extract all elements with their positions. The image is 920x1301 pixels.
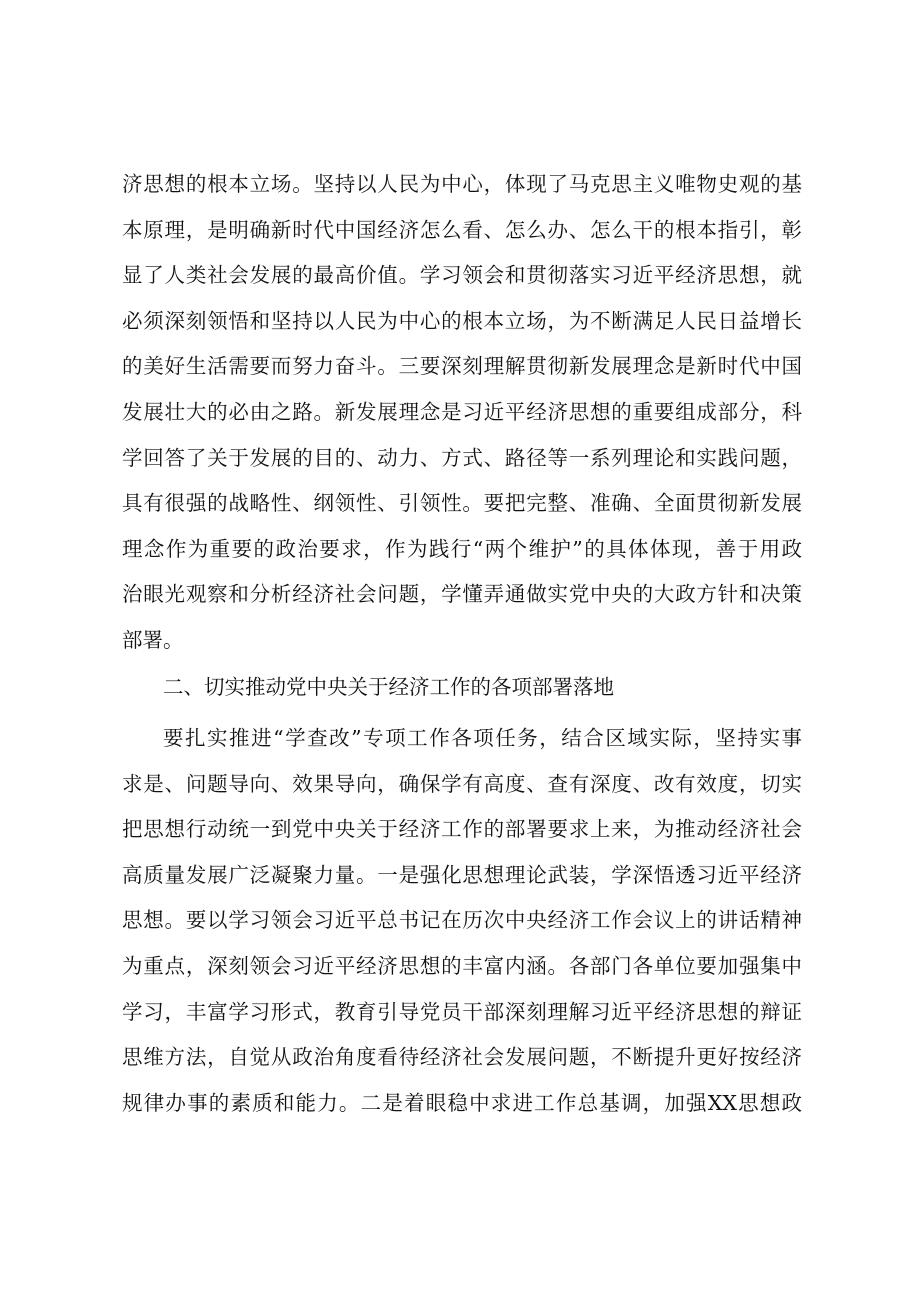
body-paragraph-2 (122, 716, 802, 1126)
text-line: 高质量发展广泛凝聚力量。一是强化思想理论武装，学深悟透习近平经济 (122, 862, 802, 887)
text-line: 发展壮大的必由之路。新发展理念是习近平经济思想的重要组成部分，科 (122, 399, 802, 424)
text-line: 部署。 (122, 627, 184, 652)
text-line: 学习，丰富学习形式，教育引导党员干部深刻理解习近平经济思想的辩证 (122, 999, 802, 1024)
section-heading-text: 二、切实推动党中央关于经济工作的各项部署落地 (163, 675, 614, 699)
text-line: 必须深刻领悟和坚持以人民为中心的根本立场，为不断满足人民日益增长 (122, 308, 802, 333)
text-line: 为重点，深刻领会习近平经济思想的丰富内涵。各部门各单位要加强集中 (122, 953, 802, 978)
text-line: 的美好生活需要而努力奋斗。三要深刻理解贯彻新发展理念是新时代中国 (122, 354, 802, 379)
text-line: 思想。要以学习领会习近平总书记在历次中央经济工作会议上的讲话精神 (122, 908, 802, 933)
text-line: 学回答了关于发展的目的、动力、方式、路径等一系列理论和实践问题， (122, 445, 802, 470)
text-line: 具有很强的战略性、纲领性、引领性。要把完整、准确、全面贯彻新发展 (122, 491, 802, 516)
text-line: 思维方法，自觉从政治角度看待经济社会发展问题，不断提升更好按经济 (122, 1045, 802, 1070)
text-line: 要扎实推进“学查改”专项工作各项任务，结合区域实际，坚持实事 (163, 726, 802, 750)
text-line: 本原理，是明确新时代中国经济怎么看、怎么办、怎么干的根本指引，彰 (122, 217, 802, 242)
text-line: 济思想的根本立场。坚持以人民为中心，体现了马克思主义唯物史观的基 (122, 172, 802, 196)
text-line: 规律办事的素质和能力。二是着眼稳中求进工作总基调，加强XX思想政 (122, 1090, 802, 1115)
body-paragraph-1 (122, 162, 802, 664)
section-heading (122, 665, 802, 711)
text-line: 把思想行动统一到党中央关于经济工作的部署要求上来，为推动经济社会 (122, 817, 802, 842)
text-line: 理念作为重要的政治要求，作为践行“两个维护”的具体体现，善于用政 (122, 536, 802, 561)
text-line: 求是、问题导向、效果导向，确保学有高度、查有深度、改有效度，切实 (122, 771, 802, 796)
text-line: 显了人类社会发展的最高价值。学习领会和贯彻落实习近平经济思想，就 (122, 263, 802, 288)
text-line: 治眼光观察和分析经济社会问题，学懂弄通做实党中央的大政方针和决策 (122, 582, 802, 607)
